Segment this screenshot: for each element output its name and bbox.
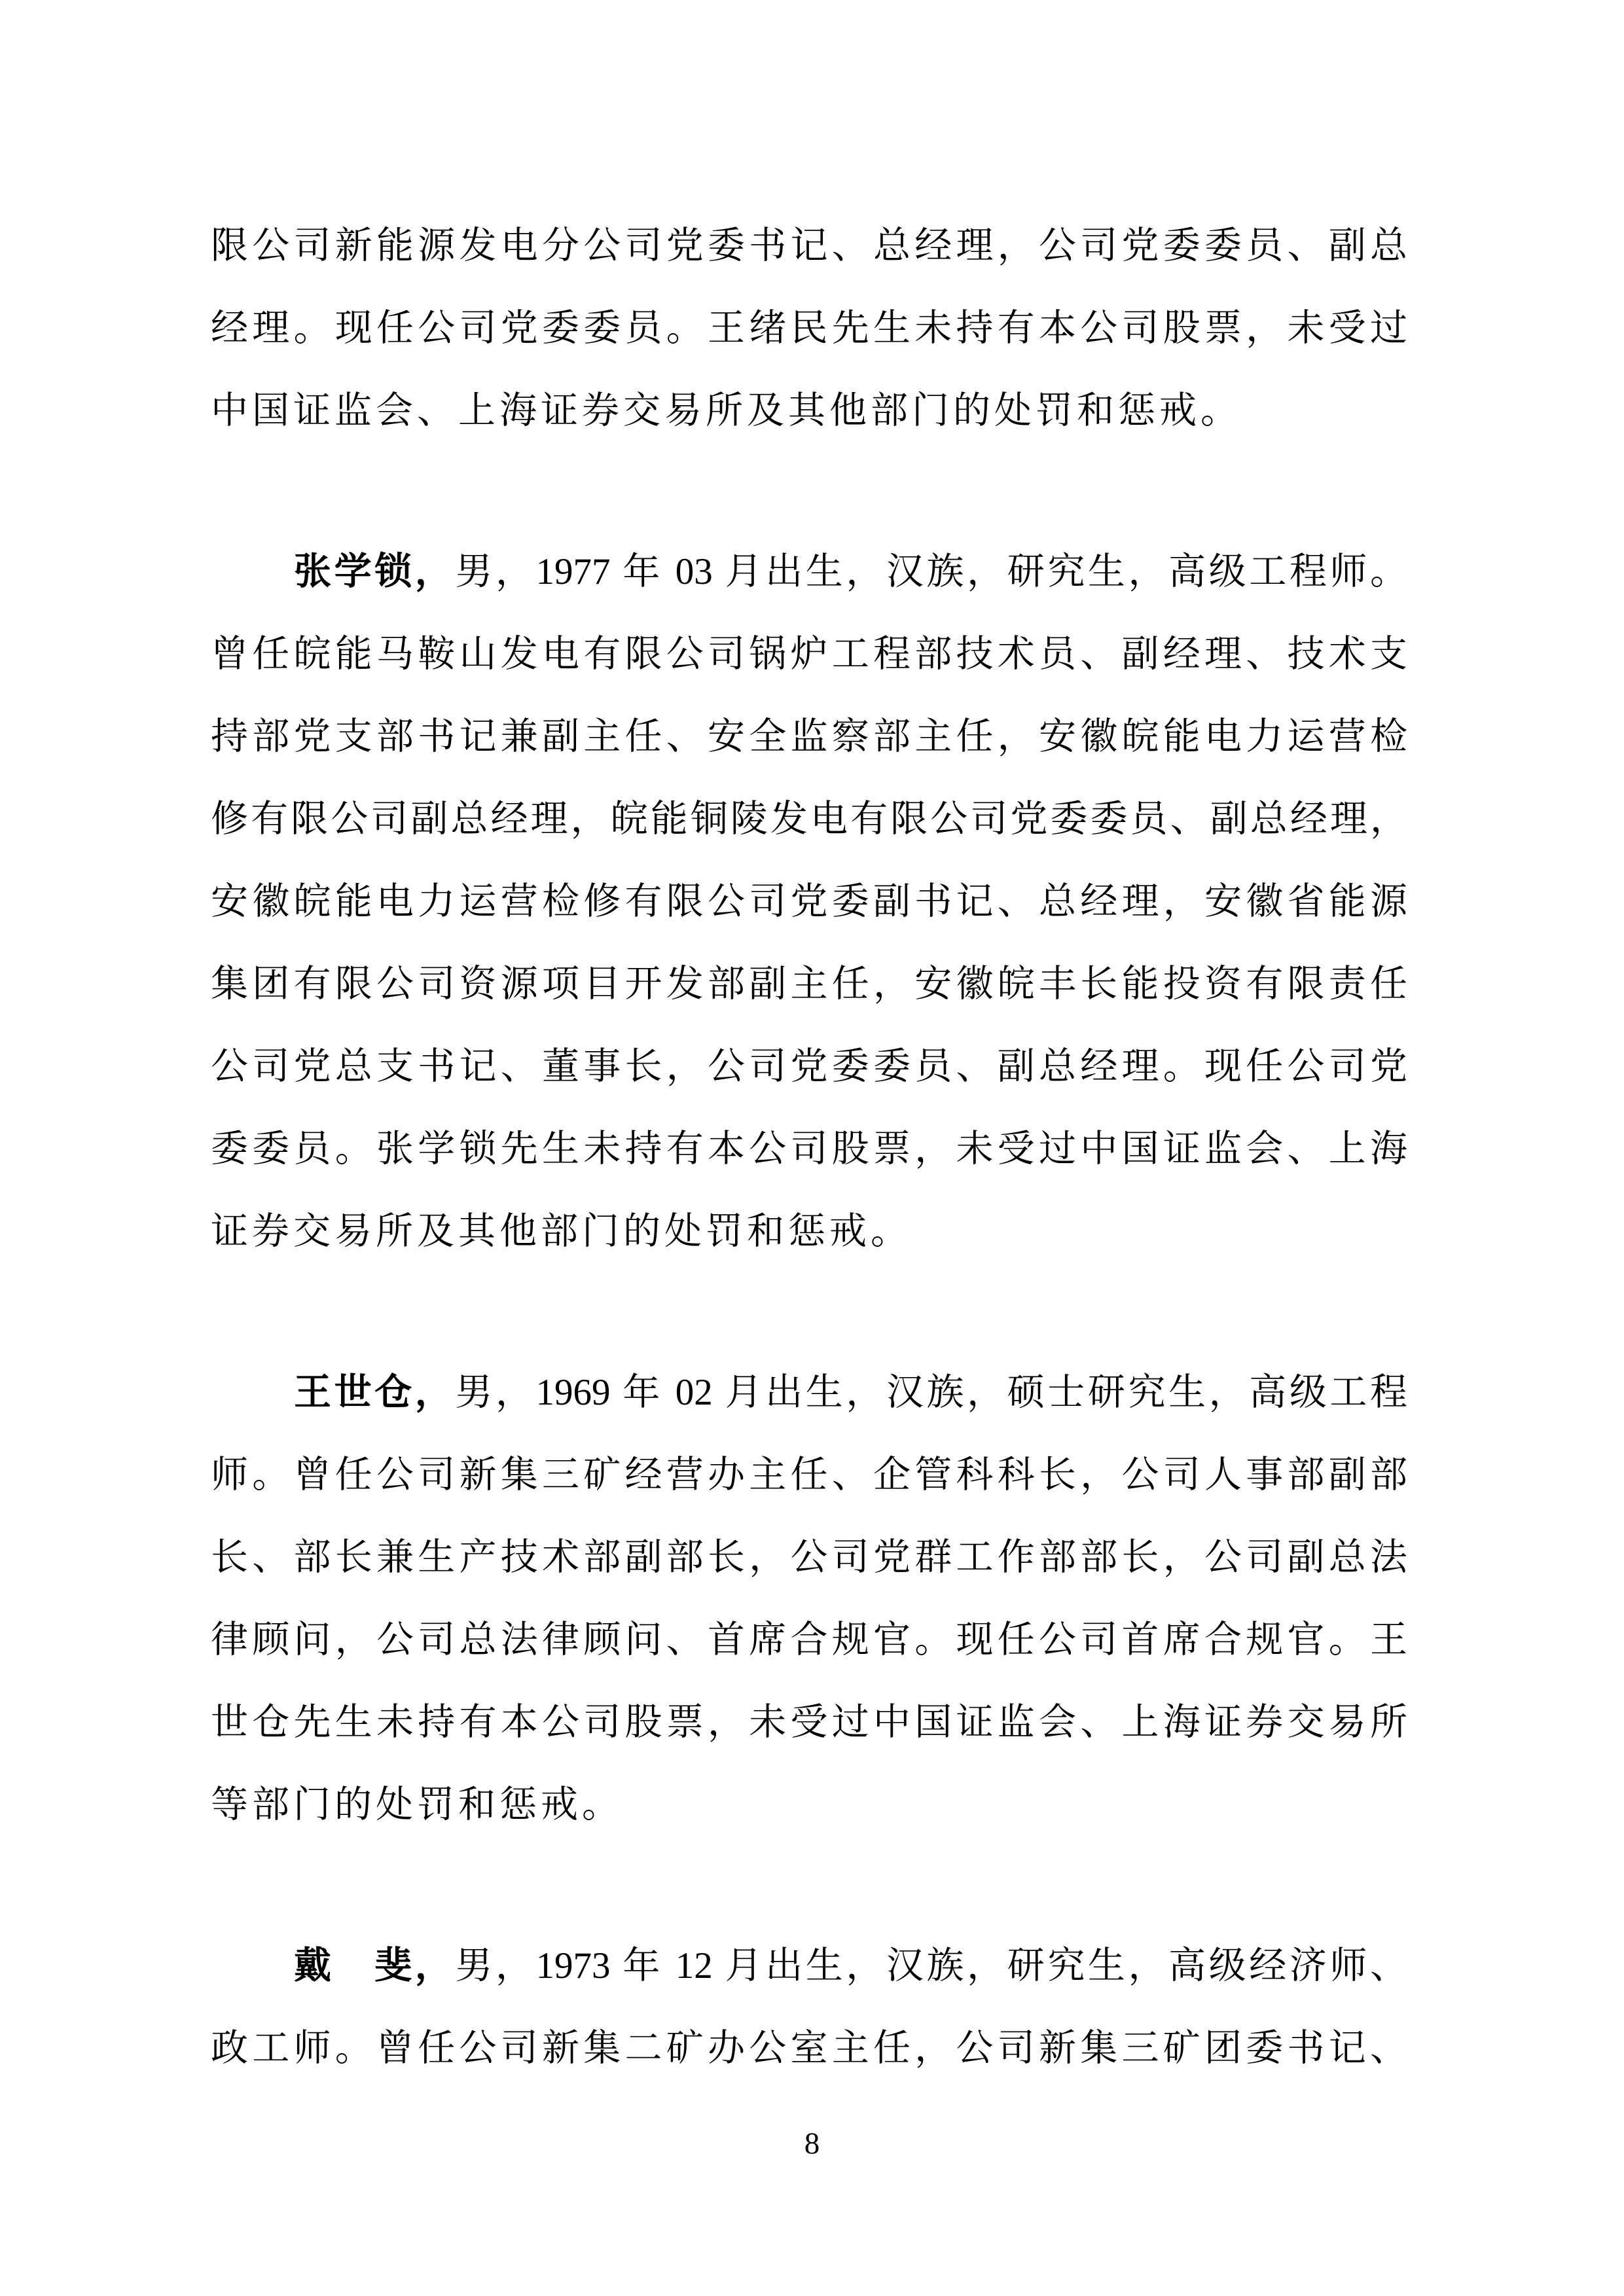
text-line: 限公司新能源发电分公司党委书记、总经理，公司党委委员、副总 <box>211 225 1407 266</box>
text-line: 律顾问，公司总法律顾问、首席合规官。现任公司首席合规官。王 <box>211 1619 1407 1660</box>
text-line: 世仓先生未持有本公司股票，未受过中国证监会、上海证券交易所 <box>211 1702 1407 1743</box>
paragraph <box>211 1925 1407 2090</box>
text-line: 政工师。曾任公司新集二矿办公室主任，公司新集三矿团委书记、 <box>211 2028 1407 2069</box>
text-line: 持部党支部书记兼副主任、安全监察部主任，安徽皖能电力运营检 <box>211 716 1407 757</box>
paragraph <box>211 1352 1407 1846</box>
page-number: 8 <box>804 2126 820 2161</box>
text-line: 中国证监会、上海证券交易所及其他部门的处罚和惩戒。 <box>211 390 1242 431</box>
text-line: 委委员。张学锁先生未持有本公司股票，未受过中国证监会、上海 <box>211 1128 1407 1170</box>
text-line: 等部门的处罚和惩戒。 <box>211 1784 623 1825</box>
text-line: 公司党总支书记、董事长，公司党委委员、副总经理。现任公司党 <box>211 1046 1407 1087</box>
text-line: 长、部长兼生产技术部副部长，公司党群工作部部长，公司副总法 <box>211 1537 1407 1578</box>
text-line: 王世仓，男，1969 年 02 月出生，汉族，硕士研究生，高级工程 <box>294 1372 1408 1413</box>
paragraph <box>211 205 1407 452</box>
text-line: 证券交易所及其他部门的处罚和惩戒。 <box>211 1211 912 1252</box>
paragraph <box>211 531 1407 1273</box>
text-line: 经理。现任公司党委委员。王绪民先生未持有本公司股票，未受过 <box>211 308 1407 349</box>
text-line: 张学锁，男，1977 年 03 月出生，汉族，研究生，高级工程师。 <box>294 551 1408 592</box>
text-line: 师。曾任公司新集三矿经营办主任、企管科科长，公司人事部副部 <box>211 1454 1407 1496</box>
document-body <box>211 205 1407 2090</box>
person-name: 张学锁， <box>294 551 456 592</box>
text-line: 修有限公司副总经理，皖能铜陵发电有限公司党委委员、副总经理， <box>211 798 1407 840</box>
text-line: 安徽皖能电力运营检修有限公司党委副书记、总经理，安徽省能源 <box>211 881 1407 922</box>
person-name: 王世仓， <box>294 1372 456 1413</box>
text-line: 曾任皖能马鞍山发电有限公司锅炉工程部技术员、副经理、技术支 <box>211 634 1407 675</box>
person-name: 戴 斐， <box>294 1945 456 1986</box>
text-line: 集团有限公司资源项目开发部副主任，安徽皖丰长能投资有限责任 <box>211 963 1407 1005</box>
text-line: 戴 斐，男，1973 年 12 月出生，汉族，研究生，高级经济师、 <box>294 1945 1408 1986</box>
